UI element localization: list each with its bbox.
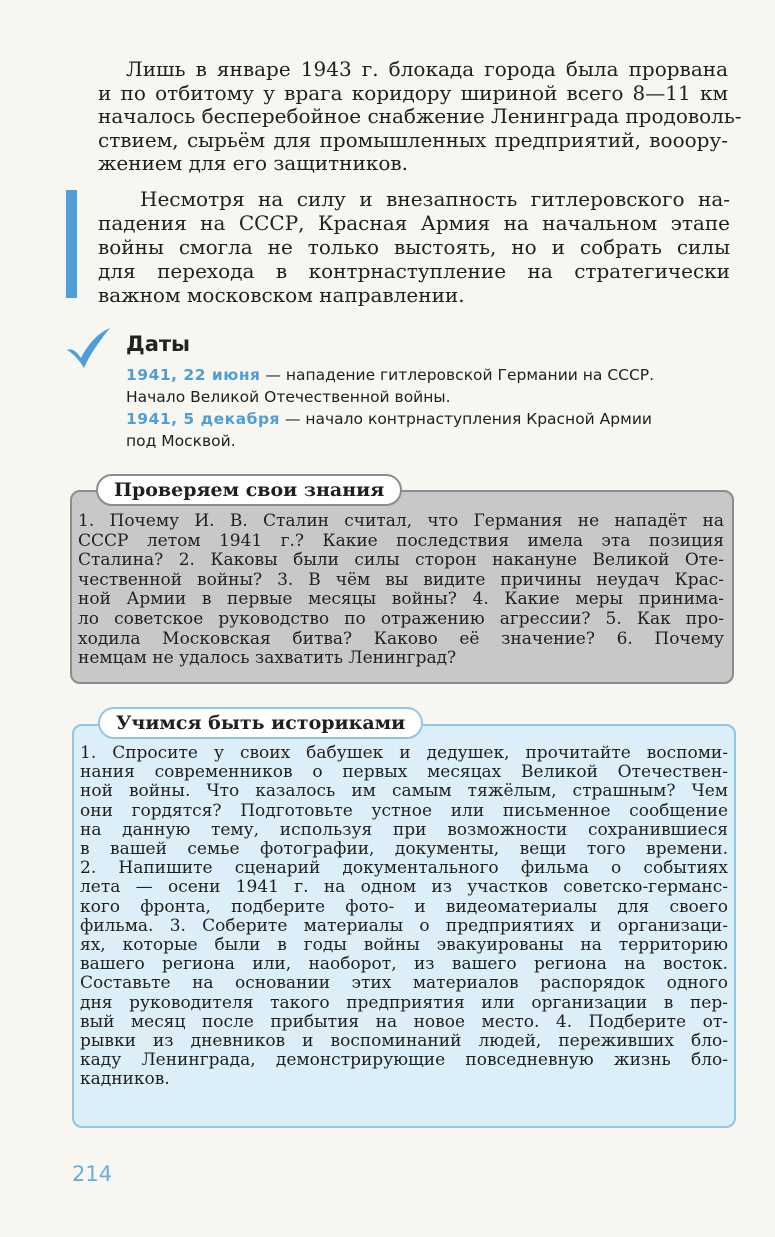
question-line: ной Армии в первые месяцы войны? 4. Какие меры принима- [78, 589, 724, 610]
dates-list [126, 364, 732, 452]
date-entry-continued: под Москвой. [126, 432, 236, 450]
summary-accent-bar [66, 190, 77, 298]
checkmark-icon [64, 326, 112, 370]
summary-line: войны смогла не только выстоять, но и собрать силы [98, 235, 730, 259]
task-line: нания современников о первых месяцах Великой Отечествен- [80, 762, 728, 783]
question-line: чественной войны? 3. В чём вы видите причины неудач Крас- [78, 569, 724, 590]
summary-line: падения на СССР, Красная Армия на начальном этапе [98, 211, 730, 235]
task-line: 1. Спросите у своих бабушек и дедушек, прочитайте воспоми- [80, 743, 728, 763]
intro-line: жением для его защитников. [98, 151, 408, 175]
intro-line: ствием, сырьём для промышленных предприятий, вооору- [98, 127, 728, 152]
historian-tasks [80, 744, 728, 1090]
summary-line: важном московском направлении. [98, 283, 465, 307]
summary-line: Несмотря на силу и внезапность гитлеровского на- [140, 187, 730, 211]
date-entry [126, 408, 732, 430]
summary-line: для перехода в контрнаступление на стратегически [98, 259, 730, 283]
task-line: ной войны. Что казалось им самым тяжёлым, страшным? Чем [80, 781, 728, 802]
date-text: — начало контрнаступления Красной Армии [280, 410, 652, 428]
task-line: Составьте на основании этих материалов распорядок одного [80, 973, 728, 994]
task-line: рывки из дневников и воспоминаний людей, переживших бло- [80, 1031, 728, 1052]
page-number: 214 [72, 1162, 113, 1186]
task-line: 2. Напишите сценарий документального фильма о событиях [80, 858, 728, 879]
task-line: кадников. [80, 1069, 170, 1090]
check-knowledge-questions [78, 512, 724, 669]
historian-title: Учимся быть историками [98, 707, 423, 739]
intro-paragraph [98, 57, 742, 176]
task-line: вашего региона или, наоборот, из вашего региона на восток. [80, 954, 728, 975]
question-line: немцам не удалось захватить Ленинград? [78, 648, 457, 669]
question-line: ходила Московская битва? Каково её значение? 6. Почему [78, 628, 724, 649]
intro-line: и по отбитому у врага коридору шириной всего 8—11 км [98, 80, 728, 105]
date-year: 1941, 5 декабря [126, 410, 280, 428]
check-knowledge-title: Проверяем свои знания [96, 474, 402, 506]
intro-line: началось бесперебойное снабжение Ленинграда продоволь- [98, 104, 742, 128]
task-line: ях, которые были в годы войны эвакуированы на территорию [80, 935, 728, 956]
date-text: — нападение гитлеровской Германии на СССР. [260, 366, 655, 384]
question-line: Сталина? 2. Каковы были силы сторон накануне Великой Оте- [78, 550, 724, 571]
question-line: ло советское руководство по отражению агрессии? 5. Как про- [78, 608, 724, 629]
question-line: СССР летом 1941 г.? Какие последствия имела эта позиция [78, 530, 724, 551]
task-line: они гордятся? Подготовьте устное или письменное сообщение [80, 800, 728, 821]
question-line: 1. Почему И. В. Сталин считал, что Германия не нападёт на [78, 511, 724, 531]
intro-line: Лишь в январе 1943 г. блокада города была прорвана [126, 57, 728, 81]
task-line: дня руководителя такого предприятия или организации в пер- [80, 992, 728, 1013]
summary-paragraph [98, 187, 730, 307]
task-line: вый месяц после прибытия на новое место. 4. Подберите от- [80, 1011, 728, 1032]
dates-heading: Даты [126, 332, 191, 356]
task-line: лета — осени 1941 г. на одном из участков советско-германс- [80, 877, 728, 898]
date-year: 1941, 22 июня [126, 366, 261, 384]
task-line: фильма. 3. Соберите материалы о предприятиях и организаци- [80, 915, 728, 936]
task-line: каду Ленинграда, демонстрирующие повседневную жизнь бло- [80, 1050, 728, 1071]
task-line: в вашей семье фотографии, документы, вещи того времени. [80, 839, 728, 860]
date-entry [126, 364, 732, 386]
task-line: кого фронта, подберите фото- и видеоматериалы для своего [80, 896, 728, 917]
task-line: на данную тему, используя при возможности сохранившиеся [80, 819, 728, 840]
date-entry-continued: Начало Великой Отечественной войны. [126, 388, 451, 406]
